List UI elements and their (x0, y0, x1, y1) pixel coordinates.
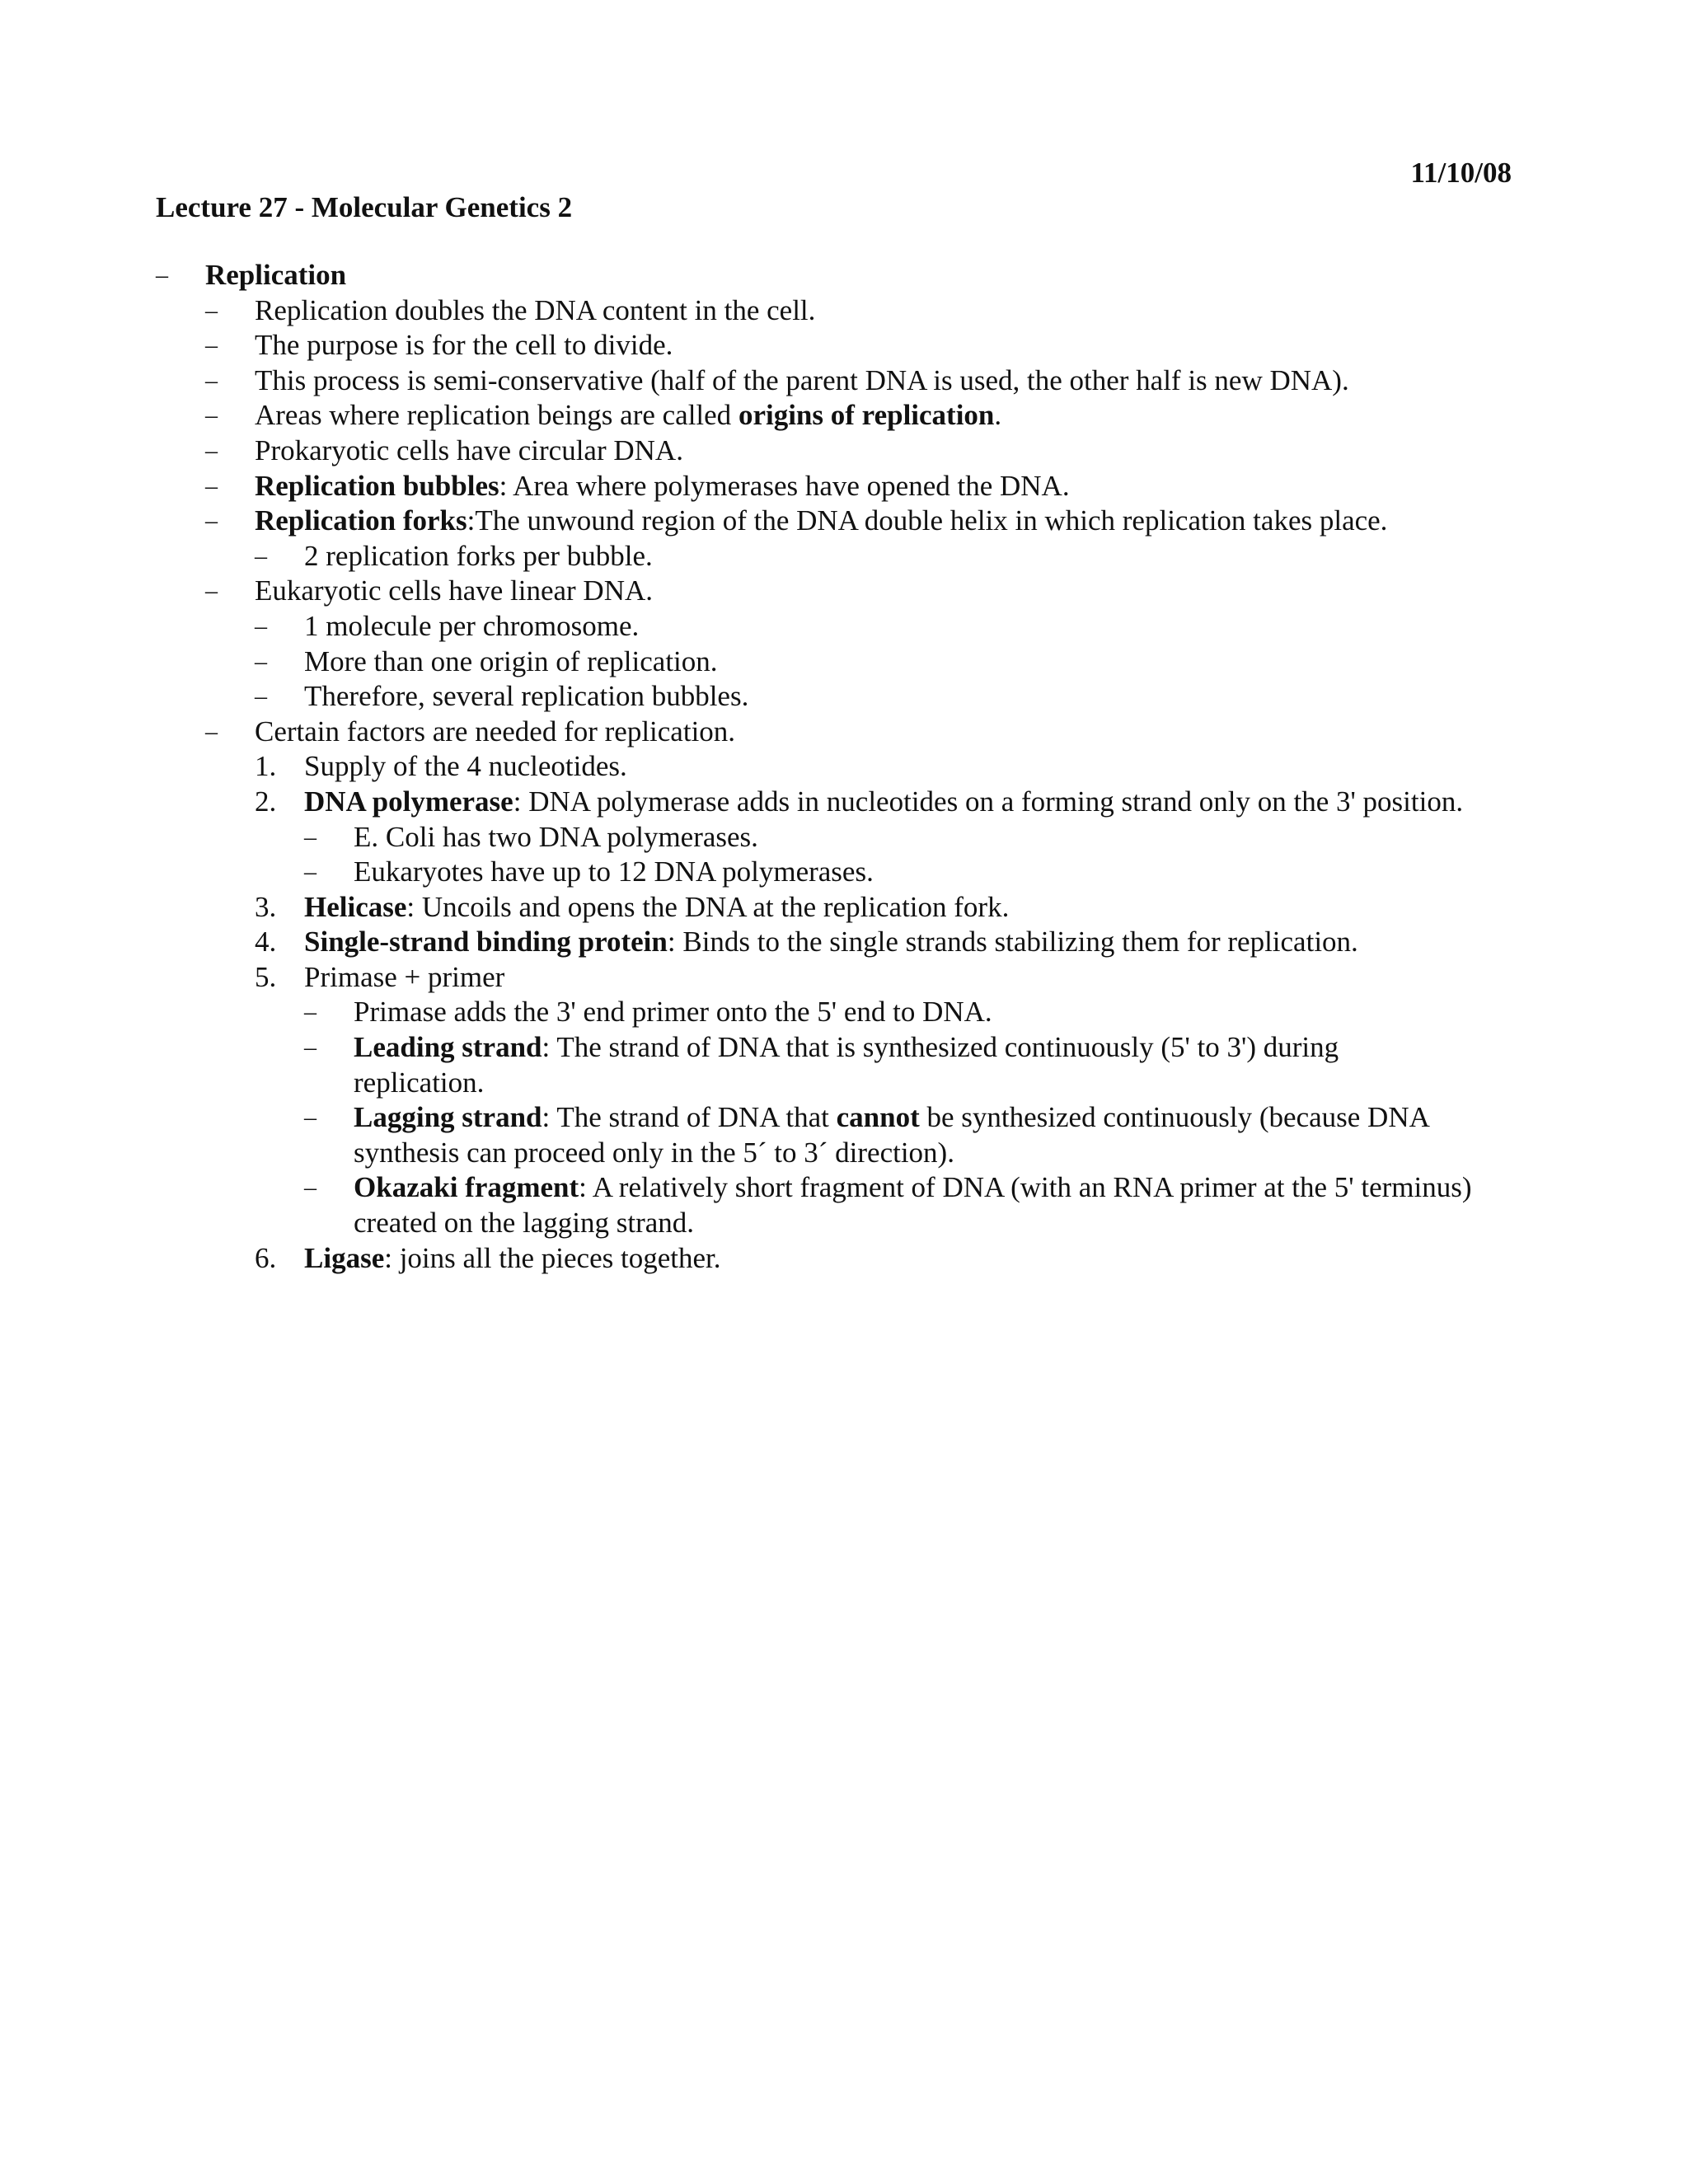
dash-bullet: – (304, 1033, 316, 1062)
term-single-strand-binding-protein: Single-strand binding protein (304, 926, 668, 958)
numbered-item-2: 2. DNA polymerase: DNA polymerase adds in nucleotides on a forming strand only on the 3' position. (156, 785, 1540, 820)
item-number: 2. (255, 785, 277, 818)
dash-bullet: – (205, 331, 218, 359)
dash-bullet: – (156, 261, 168, 288)
list-item: – 1 molecule per chromosome. (156, 609, 1540, 644)
term-dna-polymerase: DNA polymerase (304, 785, 513, 818)
list-item: – This process is semi-conservative (half of the parent DNA is used, the other half is new DNA). (156, 363, 1540, 399)
numbered-item-3: 3. Helicase: Uncoils and opens the DNA at the replication fork. (156, 890, 1540, 926)
numbered-item-6: 6. Ligase: joins all the pieces together. (156, 1241, 1540, 1277)
list-item: – Lagging strand: The strand of DNA that cannot be synthesized continuously (because DNA synthesis can proceed only in the 5´ to 3´ direction). (304, 1101, 1430, 1169)
dash-bullet: – (304, 1174, 316, 1202)
list-item: – Replication doubles the DNA content in the cell. (156, 293, 1540, 329)
dash-bullet: – (255, 612, 267, 640)
list-item: – Leading strand: The strand of DNA that is synthesized continuously (5' to 3') during replication. (304, 1031, 1339, 1099)
list-item: – E. Coli has two DNA polymerases. (156, 820, 1540, 855)
term-origins-of-replication: origins of replication (738, 399, 995, 432)
list-item: – Primase adds the 3' end primer onto the 5' end to DNA. (156, 995, 1540, 1030)
list-item: – Replication bubbles: Area where polymerases have opened the DNA. (156, 469, 1540, 504)
term-helicase: Helicase (304, 890, 407, 923)
list-item: – Replication forks:The unwound region of the DNA double helix in which replication takes place. (156, 504, 1540, 539)
dash-bullet: – (205, 366, 218, 394)
dash-bullet: – (205, 436, 218, 464)
numbered-item-1: 1. Supply of the 4 nucleotides. (156, 749, 1540, 785)
dash-bullet: – (304, 998, 316, 1026)
item-number: 3. (255, 890, 277, 923)
list-item: – Eukaryotic cells have linear DNA. (156, 574, 1540, 609)
term-leading-strand: Leading strand (354, 1031, 542, 1064)
list-item: – Prokaryotic cells have circular DNA. (156, 434, 1540, 469)
list-item: – Certain factors are needed for replication. (156, 715, 1540, 750)
term-lagging-strand: Lagging strand (354, 1101, 542, 1134)
dash-bullet: – (205, 717, 218, 745)
list-item: – Okazaki fragment: A relatively short fragment of DNA (with an RNA primer at the 5' terminus) created on the lagging strand. (304, 1171, 1472, 1240)
emphasis-cannot: cannot (836, 1101, 920, 1134)
item-number: 1. (255, 750, 277, 783)
item-number: 6. (255, 1241, 277, 1274)
dash-bullet: – (304, 858, 316, 886)
dash-bullet: – (205, 507, 218, 535)
dash-bullet: – (205, 401, 218, 429)
dash-bullet: – (304, 823, 316, 851)
term-replication-bubbles: Replication bubbles (255, 469, 499, 502)
item-number: 4. (255, 926, 277, 958)
dash-bullet: – (255, 541, 267, 569)
dash-bullet: – (205, 296, 218, 324)
term-replication-forks: Replication forks (255, 504, 467, 537)
dash-bullet: – (255, 647, 267, 675)
list-item: – Eukaryotes have up to 12 DNA polymerases. (156, 855, 1540, 890)
term-ligase: Ligase (304, 1241, 385, 1274)
list-item: – Areas where replication beings are called origins of replication. (156, 398, 1540, 434)
section-heading: Replication (205, 259, 347, 291)
lecture-date: 11/10/08 (1410, 157, 1512, 189)
dash-bullet: – (255, 682, 267, 710)
numbered-item-4: 4. Single-strand binding protein: Binds to the single strands stabilizing them for replication. (156, 925, 1540, 960)
item-number: 5. (255, 960, 277, 993)
outline-item-replication (156, 258, 1540, 293)
dash-bullet: – (205, 471, 218, 499)
list-item: – More than one origin of replication. (156, 644, 1540, 680)
lecture-outline (156, 258, 1540, 1276)
numbered-item-5: 5. Primase + primer (156, 960, 1540, 996)
list-item: – 2 replication forks per bubble. (156, 539, 1540, 574)
dash-bullet: – (304, 1104, 316, 1132)
lecture-title: Lecture 27 - Molecular Genetics 2 (156, 191, 573, 223)
dash-bullet: – (205, 577, 218, 605)
list-item: – The purpose is for the cell to divide. (156, 328, 1540, 363)
list-item: – Therefore, several replication bubbles. (156, 679, 1540, 715)
term-okazaki-fragment: Okazaki fragment (354, 1171, 579, 1204)
